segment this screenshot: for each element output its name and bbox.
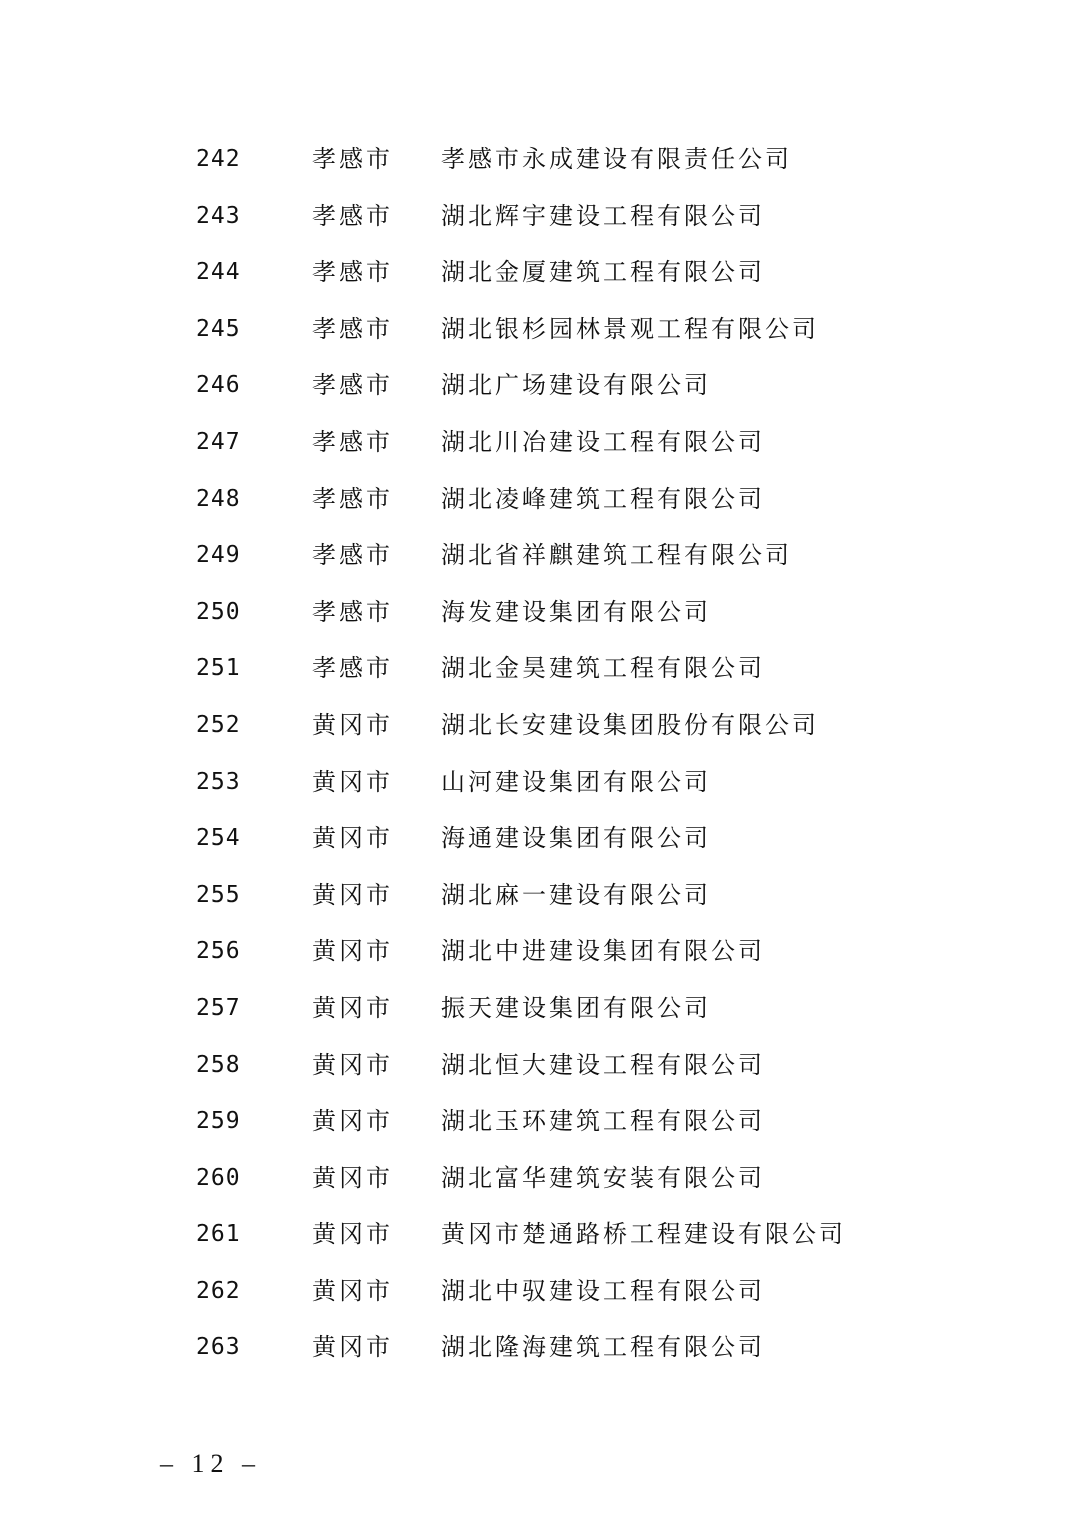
row-number: 258 [196, 1051, 241, 1078]
row-company: 湖北广场建设有限公司 [441, 371, 711, 400]
row-company: 山河建设集团有限公司 [441, 767, 711, 796]
list-row [0, 131, 1080, 188]
row-number: 259 [196, 1108, 241, 1135]
row-number: 260 [196, 1164, 241, 1191]
row-city: 黄冈市 [312, 710, 393, 739]
list-row [0, 640, 1080, 697]
list-row [0, 1150, 1080, 1207]
list-row [0, 414, 1080, 471]
row-city: 孝感市 [312, 371, 393, 400]
row-city: 黄冈市 [312, 824, 393, 853]
list-row [0, 527, 1080, 584]
list-row [0, 471, 1080, 528]
row-number: 249 [196, 542, 241, 569]
row-company: 湖北川冶建设工程有限公司 [441, 427, 765, 456]
row-company: 湖北金厦建筑工程有限公司 [441, 258, 765, 287]
row-number: 244 [196, 259, 241, 286]
company-list [0, 131, 1080, 1376]
list-row [0, 301, 1080, 358]
row-company: 湖北富华建筑安装有限公司 [441, 1163, 765, 1192]
list-row [0, 1263, 1080, 1320]
row-number: 256 [196, 938, 241, 965]
list-row [0, 697, 1080, 754]
row-city: 孝感市 [312, 427, 393, 456]
row-company: 湖北麻一建设有限公司 [441, 880, 711, 909]
row-city: 孝感市 [312, 597, 393, 626]
row-number: 243 [196, 202, 241, 229]
row-number: 245 [196, 315, 241, 342]
row-city: 黄冈市 [312, 993, 393, 1022]
row-city: 孝感市 [312, 258, 393, 287]
list-row [0, 1037, 1080, 1094]
row-company: 湖北玉环建筑工程有限公司 [441, 1107, 765, 1136]
list-row [0, 1093, 1080, 1150]
row-city: 孝感市 [312, 541, 393, 570]
list-row [0, 584, 1080, 641]
row-company: 湖北中驭建设工程有限公司 [441, 1276, 765, 1305]
row-company: 黄冈市楚通路桥工程建设有限公司 [441, 1220, 846, 1249]
row-number: 247 [196, 428, 241, 455]
row-city: 黄冈市 [312, 1220, 393, 1249]
row-company: 振天建设集团有限公司 [441, 993, 711, 1022]
row-number: 263 [196, 1334, 241, 1361]
row-company: 湖北金昊建筑工程有限公司 [441, 654, 765, 683]
row-company: 湖北辉宇建设工程有限公司 [441, 201, 765, 230]
list-row [0, 980, 1080, 1037]
row-company: 海通建设集团有限公司 [441, 824, 711, 853]
page-number: – 12 – [160, 1449, 261, 1478]
row-number: 254 [196, 825, 241, 852]
row-city: 孝感市 [312, 145, 393, 173]
row-city: 黄冈市 [312, 1333, 393, 1362]
row-number: 257 [196, 994, 241, 1021]
row-city: 黄冈市 [312, 1050, 393, 1079]
row-city: 孝感市 [312, 654, 393, 683]
list-row [0, 188, 1080, 245]
list-row [0, 1319, 1080, 1376]
row-company: 孝感市永成建设有限责任公司 [441, 145, 792, 173]
row-city: 黄冈市 [312, 937, 393, 966]
row-company: 湖北隆海建筑工程有限公司 [441, 1333, 765, 1362]
row-city: 孝感市 [312, 484, 393, 513]
row-number: 252 [196, 711, 241, 738]
row-city: 黄冈市 [312, 767, 393, 796]
list-row [0, 1206, 1080, 1263]
row-number: 246 [196, 372, 241, 399]
list-row [0, 923, 1080, 980]
list-row [0, 754, 1080, 811]
row-company: 湖北省祥麒建筑工程有限公司 [441, 541, 792, 570]
row-number: 248 [196, 485, 241, 512]
row-number: 255 [196, 881, 241, 908]
row-city: 黄冈市 [312, 1163, 393, 1192]
row-number: 253 [196, 768, 241, 795]
row-city: 孝感市 [312, 314, 393, 343]
row-company: 湖北恒大建设工程有限公司 [441, 1050, 765, 1079]
row-city: 黄冈市 [312, 1107, 393, 1136]
row-company: 湖北中进建设集团有限公司 [441, 937, 765, 966]
row-city: 黄冈市 [312, 880, 393, 909]
row-company: 湖北银杉园林景观工程有限公司 [441, 314, 819, 343]
row-city: 孝感市 [312, 201, 393, 230]
row-number: 261 [196, 1221, 241, 1248]
row-city: 黄冈市 [312, 1276, 393, 1305]
list-row [0, 244, 1080, 301]
row-company: 海发建设集团有限公司 [441, 597, 711, 626]
row-company: 湖北长安建设集团股份有限公司 [441, 710, 819, 739]
list-row [0, 867, 1080, 924]
row-number: 250 [196, 598, 241, 625]
list-row [0, 810, 1080, 867]
row-number: 251 [196, 655, 241, 682]
row-number: 262 [196, 1277, 241, 1304]
row-number: 242 [196, 146, 241, 172]
list-row [0, 357, 1080, 414]
row-company: 湖北凌峰建筑工程有限公司 [441, 484, 765, 513]
